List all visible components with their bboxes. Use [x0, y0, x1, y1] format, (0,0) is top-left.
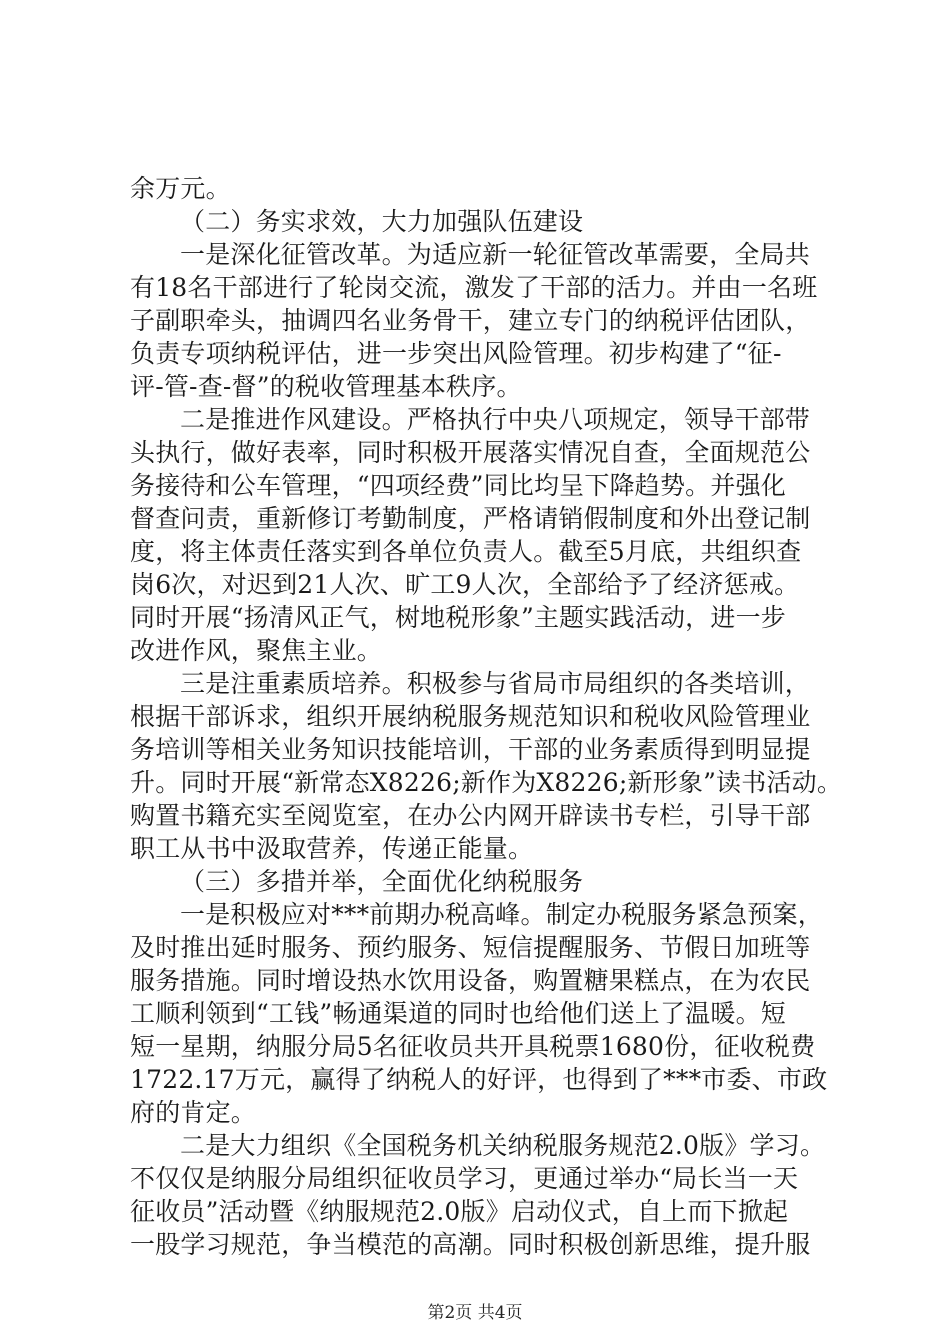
- section-heading: （三）多措并举，全面优化纳税服务: [180, 867, 584, 896]
- paragraph-start: 二是推进作风建设。严格执行中央八项规定，领导干部带: [180, 405, 811, 434]
- text-line: 职工从书中汲取营养，传递正能量。: [130, 834, 534, 863]
- text-line: 不仅仅是纳服分局组织征收员学习，更通过举办“局长当一天: [130, 1164, 799, 1193]
- section-heading: （二）务实求效，大力加强队伍建设: [180, 207, 584, 236]
- paragraph-start: 一是深化征管改革。为适应新一轮征管改革需要，全局共: [180, 240, 811, 269]
- text-line: 征收员”活动暨《纳服规范2.0版》启动仪式，自上而下掀起: [130, 1197, 789, 1226]
- text-line: 升。同时开展“新常态X8226;新作为X8226;新形象”读书活动。: [130, 768, 843, 797]
- text-line: 一股学习规范，争当模范的高潮。同时积极创新思维，提升服: [130, 1230, 811, 1259]
- text-line: 府的肯定。: [130, 1098, 257, 1127]
- text-line: 头执行，做好表率，同时积极开展落实情况自查，全面规范公: [130, 438, 811, 467]
- text-line: 及时推出延时服务、预约服务、短信提醒服务、节假日加班等: [130, 933, 811, 962]
- text-line: 子副职牵头，抽调四名业务骨干，建立专门的纳税评估团队，: [130, 306, 811, 335]
- text-line: 务接待和公车管理，“四项经费”同比均呈下降趋势。并强化: [130, 471, 786, 500]
- text-line: 工顺利领到“工钱”畅通渠道的同时也给他们送上了温暖。短: [130, 999, 786, 1028]
- text-line: 根据干部诉求，组织开展纳税服务规范知识和税收风险管理业: [130, 702, 811, 731]
- text-line: 服务措施。同时增设热水饮用设备，购置糖果糕点，在为农民: [130, 966, 811, 995]
- text-line: 度，将主体责任落实到各单位负责人。截至5月底，共组织查: [130, 537, 802, 566]
- paragraph-start: 二是大力组织《全国税务机关纳税服务规范2.0版》学习。: [180, 1131, 826, 1160]
- paragraph-start: 一是积极应对***前期办税高峰。制定办税服务紧急预案，: [180, 900, 823, 929]
- text-line: 岗6次，对迟到21人次、旷工9人次，全部给予了经济惩戒。: [130, 570, 800, 599]
- text-line: 负责专项纳税评估，进一步突出风险管理。初步构建了“征-: [130, 339, 782, 368]
- text-line: 评-管-查-督”的税收管理基本秩序。: [130, 372, 522, 401]
- text-line: 同时开展“扬清风正气，树地税形象”主题实践活动，进一步: [130, 603, 786, 632]
- text-line: 购置书籍充实至阅览室，在办公内网开辟读书专栏，引导干部: [130, 801, 811, 830]
- text-line: 务培训等相关业务知识技能培训，干部的业务素质得到明显提: [130, 735, 811, 764]
- text-line: 有18名干部进行了轮岗交流，激发了干部的活力。并由一名班: [130, 273, 818, 302]
- page-number: 第2页 共4页: [427, 1303, 523, 1323]
- text-line: 短一星期，纳服分局5名征收员共开具税票1680份，征收税费: [130, 1032, 816, 1061]
- paragraph-start: 三是注重素质培养。积极参与省局市局组织的各类培训，: [180, 669, 811, 698]
- text-line: 1722.17万元，赢得了纳税人的好评，也得到了***市委、市政: [130, 1065, 828, 1094]
- text-line: 督查问责，重新修订考勤制度，严格请销假制度和外出登记制: [130, 504, 811, 533]
- text-line: 余万元。: [130, 174, 231, 203]
- text-line: 改进作风，聚焦主业。: [130, 636, 383, 665]
